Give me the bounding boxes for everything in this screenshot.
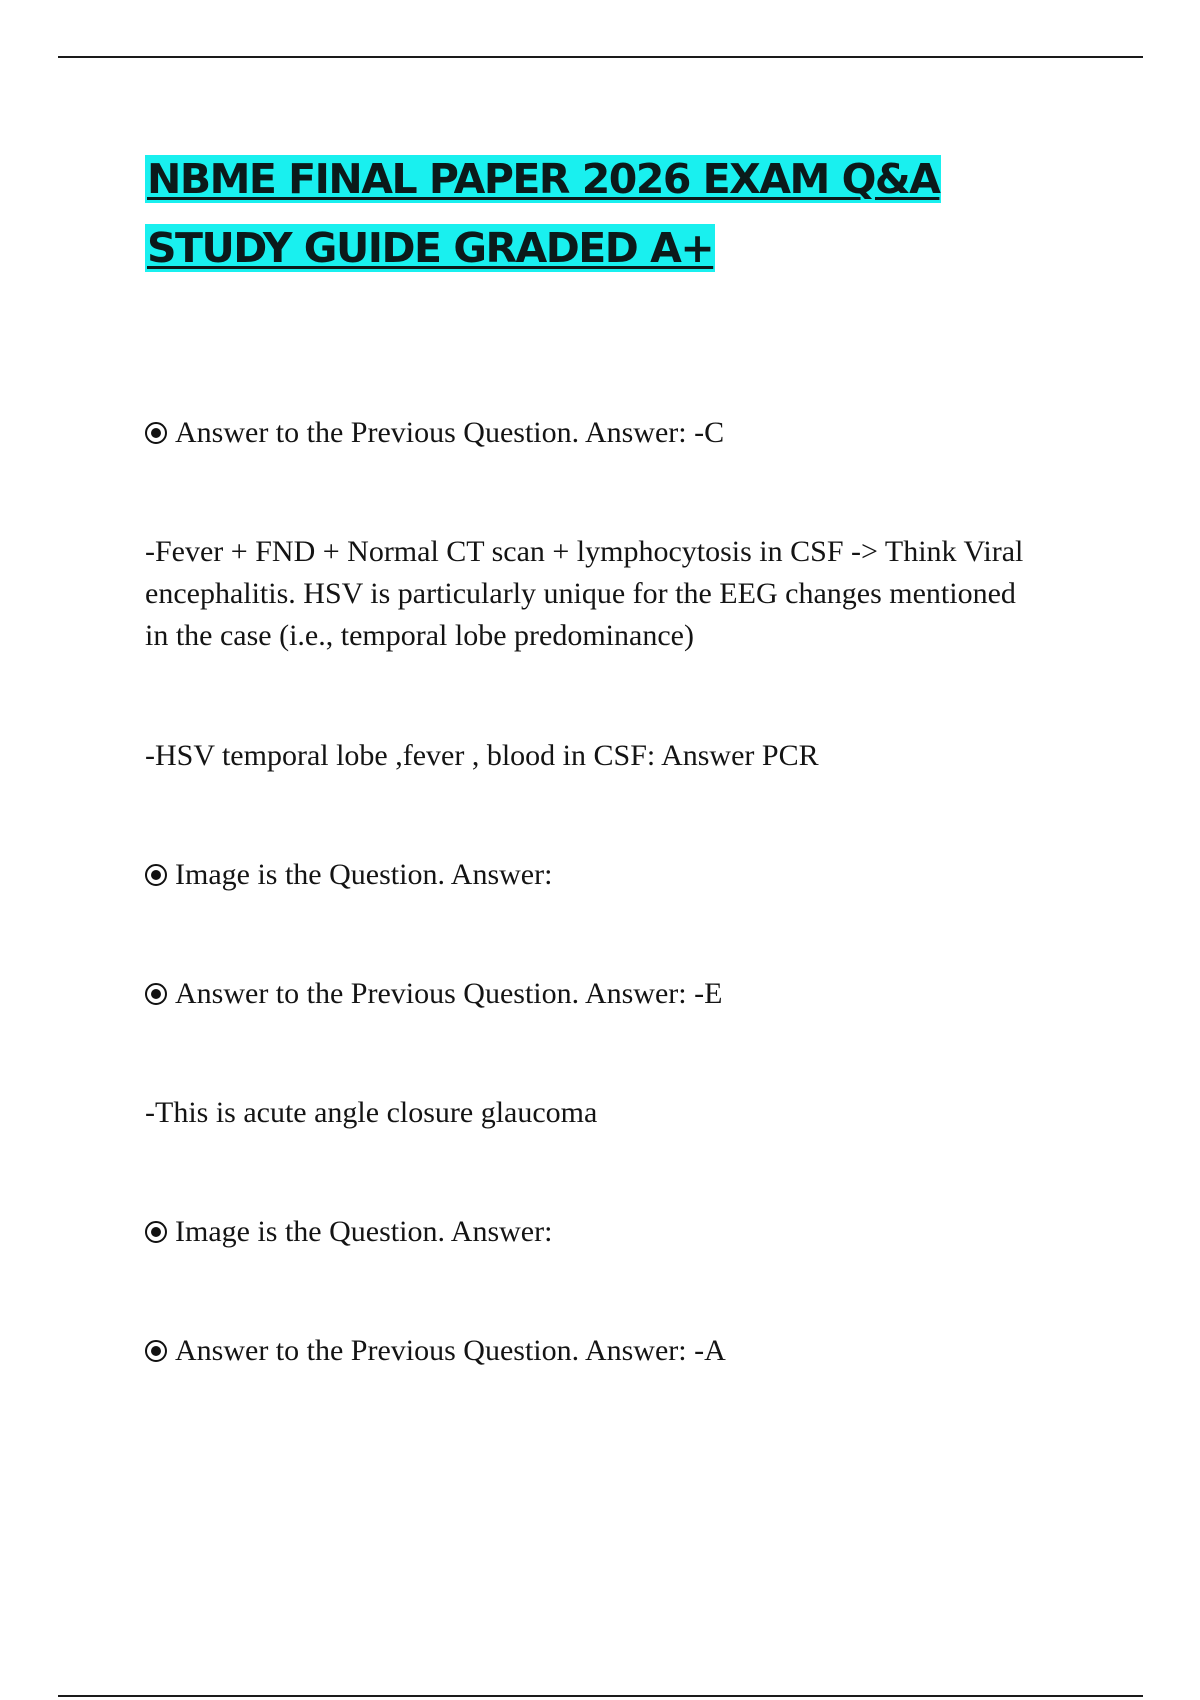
paragraph-3 [145,735,1045,777]
paragraph-text: Answer to the Previous Question. Answer: -E [175,977,723,1010]
document-title-text: NBME FINAL PAPER 2026 EXAM Q&A STUDY GUIDE GRADED A+ [147,155,940,272]
paragraph-7 [145,1211,1045,1253]
document-title [145,145,1045,283]
bottom-rule [58,1695,1143,1697]
paragraph-text: Image is the Question. Answer: [175,1215,553,1248]
paragraph-5 [145,973,1045,1015]
paragraph-2 [145,531,1045,657]
paragraph-4 [145,854,1045,896]
paragraph-text: Image is the Question. Answer: [175,858,553,891]
paragraph-text: -Fever + FND + Normal CT scan + lymphocytosis in CSF -> Think Viral encephalitis. HSV is particularly unique for the EEG changes mentioned in the case (i.e., temporal lobe predominance) [145,535,1024,652]
paragraph-text: Answer to the Previous Question. Answer: -A [175,1334,726,1367]
paragraph-1 [145,412,1045,454]
radio-bullet-icon [145,1221,167,1243]
paragraph-text: Answer to the Previous Question. Answer: -C [175,416,725,449]
top-rule [58,56,1143,58]
paragraph-text: -HSV temporal lobe ,fever , blood in CSF: Answer PCR [145,739,819,772]
radio-bullet-icon [145,983,167,1005]
radio-bullet-icon [145,422,167,444]
radio-bullet-icon [145,864,167,886]
radio-bullet-icon [145,1340,167,1362]
paragraph-8 [145,1330,1045,1372]
paragraph-6 [145,1092,1045,1134]
paragraph-text: -This is acute angle closure glaucoma [145,1096,598,1129]
